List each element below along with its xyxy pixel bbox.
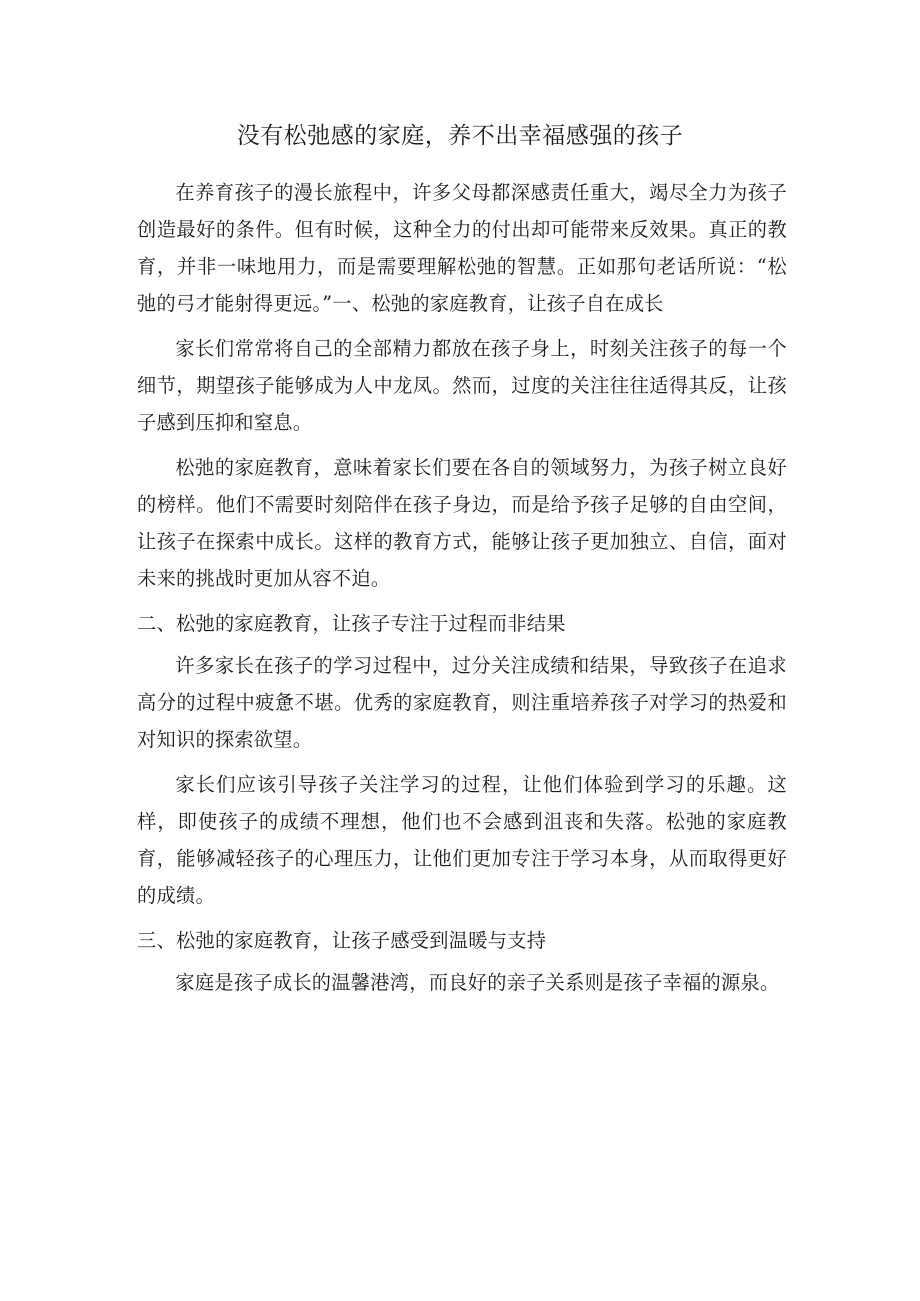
document-body (137, 174, 787, 1009)
section-2-heading: 二、松弛的家庭教育，让孩子专注于过程而非结果 (137, 612, 566, 635)
section-2-paragraph-2: 家长们应该引导孩子关注学习的过程，让他们体验到学习的乐趣。这样，即使孩子的成绩不理想，他们也不会感到沮丧和失落。松弛的家庭教育，能够减轻孩子的心理压力，让他们更加专注于学习本身，从而取得更好的成绩。 (137, 773, 787, 907)
document-title: 没有松弛感的家庭，养不出幸福感强的孩子 (236, 123, 684, 149)
paragraph-role-model: 松弛的家庭教育，意味着家长们要在各自的领域努力，为孩子树立良好的榜样。他们不需要时刻陪伴在孩子身边，而是给予孩子足够的自由空间，让孩子在探索中成长。这样的教育方式，能够让孩子更加独立、自信，面对未来的挑战时更加从容不迫。 (137, 456, 787, 590)
paragraph-attention: 家长们常常将自己的全部精力都放在孩子身上，时刻关注孩子的每一个细节，期望孩子能够成为人中龙凤。然而，过度的关注往往适得其反，让孩子感到压抑和窒息。 (137, 337, 787, 434)
section-2-paragraph-1: 许多家长在孩子的学习过程中，过分关注成绩和结果，导致孩子在追求高分的过程中疲惫不堪。优秀的家庭教育，则注重培养孩子对学习的热爱和对知识的探索欲望。 (137, 654, 787, 751)
section-3-heading: 三、松弛的家庭教育，让孩子感受到温暖与支持 (137, 929, 547, 952)
section-3-paragraph-1: 家庭是孩子成长的温馨港湾，而良好的亲子关系则是孩子幸福的源泉。 (175, 971, 780, 994)
intro-paragraph: 在养育孩子的漫长旅程中，许多父母都深感责任重大，竭尽全力为孩子创造最好的条件。但有时候，这种全力的付出却可能带来反效果。真正的教育，并非一味地用力，而是需要理解松弛的智慧。正如那句老话所说：“松弛的弓才能射得更远。”一、松弛的家庭教育，让孩子自在成长 (137, 181, 787, 315)
